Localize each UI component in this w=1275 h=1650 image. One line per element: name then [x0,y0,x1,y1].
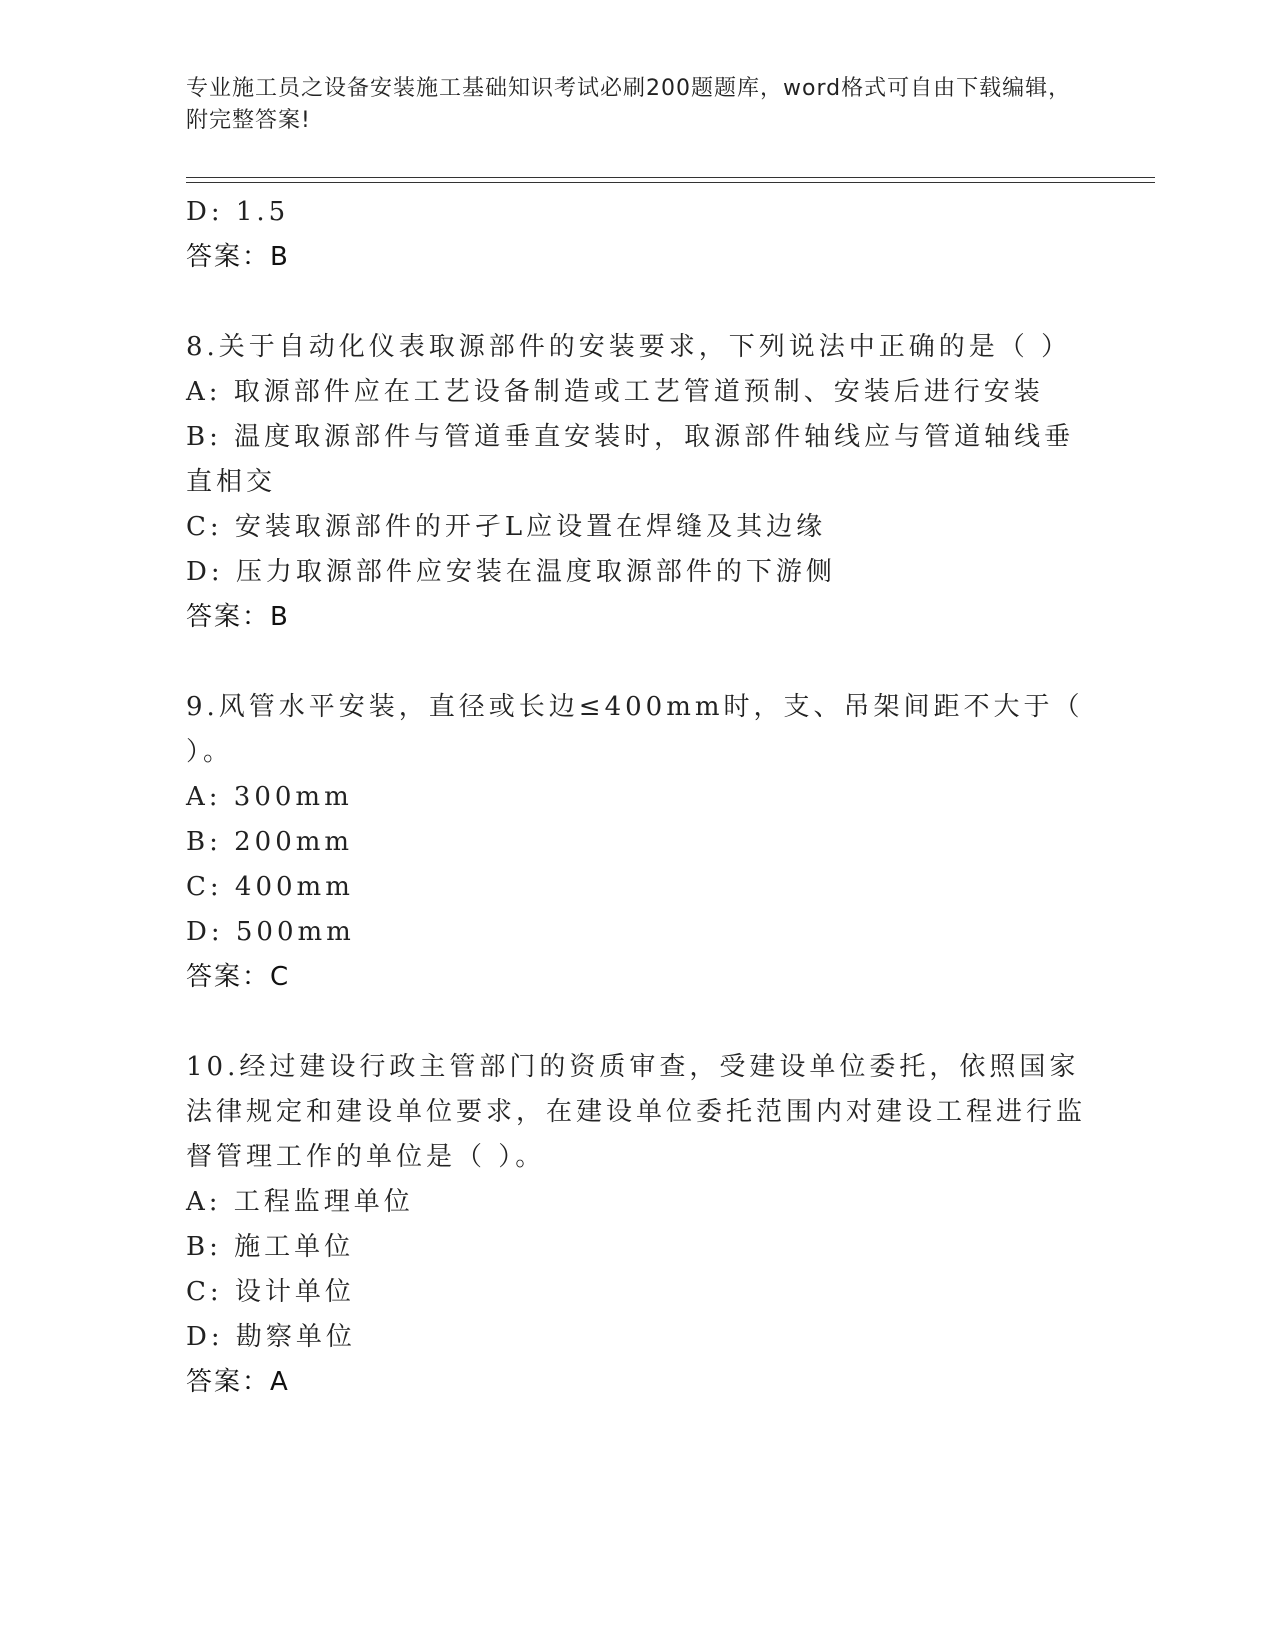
option-c: C: 400mm [186,872,354,902]
header-divider-bottom [186,182,1155,183]
answer-line: 答案：C [186,962,291,992]
question-block-10 [186,1045,1086,1405]
option-b: B: 温度取源部件与管道垂直安装时，取源部件轴线应与管道轴线垂直相交 [186,422,1075,497]
option-a: A: 300mm [186,782,353,812]
option-a: A: 取源部件应在工艺设备制造或工艺管道预制、安装后进行安装 [186,377,1044,407]
question-stem: 9.风管水平安装，直径或长边≤400mm时，支、吊架间距不大于（ ）。 [186,692,1084,767]
question-stem: 8.关于自动化仪表取源部件的安装要求，下列说法中正确的是（ ） [186,332,1072,362]
option-d: D: 勘察单位 [186,1322,356,1352]
option-d: D: 压力取源部件应安装在温度取源部件的下游侧 [186,557,836,587]
page-header-title: 专业施工员之设备安装施工基础知识考试必刷200题题库，word格式可自由下载编辑，附完整答案! [186,76,1072,133]
question-block-9 [186,685,1086,1000]
option-d: D: 500mm [186,917,355,947]
option-a: A: 工程监理单位 [186,1187,414,1217]
option-b: B: 200mm [186,827,354,857]
question-block-8 [186,325,1086,640]
spacer [186,280,1086,325]
spacer [186,640,1086,685]
question-block-7 [186,190,1086,280]
answer-line: 答案：A [186,1367,290,1397]
option-c: C: 安装取源部件的开孑L应设置在焊缝及其边缘 [186,512,827,542]
question-stem: 10.经过建设行政主管部门的资质审查，受建设单位委托，依照国家法律规定和建设单位要求，在建设单位委托范围内对建设工程进行监督管理工作的单位是（ ）。 [186,1052,1087,1172]
option-b: B: 施工单位 [186,1232,355,1262]
option-d: D: 1.5 [186,197,290,227]
option-c: C: 设计单位 [186,1277,355,1307]
question-list [186,190,1086,1405]
spacer [186,1000,1086,1045]
header-divider-top [186,177,1155,178]
answer-line: 答案：B [186,242,290,272]
answer-line: 答案：B [186,602,290,632]
